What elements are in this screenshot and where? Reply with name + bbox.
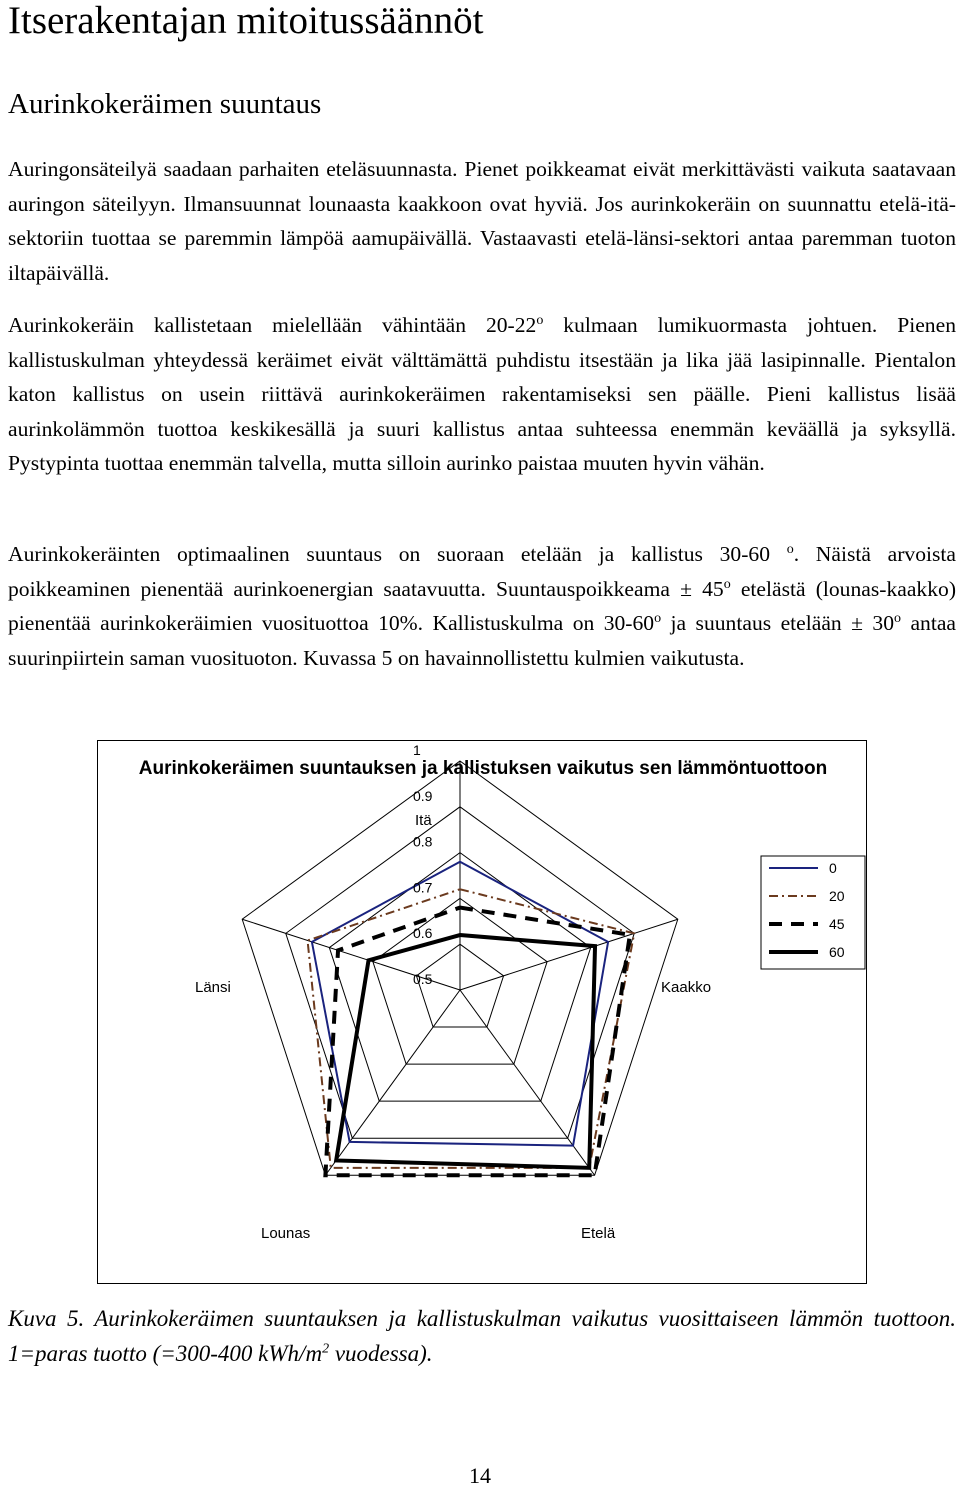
page-title: Itserakentajan mitoitussäännöt: [8, 0, 484, 42]
paragraph-optimal: [8, 537, 956, 675]
axis-label-4: Länsi: [195, 979, 231, 996]
legend-label-20: 20: [829, 888, 845, 904]
tick-label: 1: [413, 742, 421, 758]
axis-label-0: Itä: [415, 812, 432, 829]
axis-spoke: [460, 990, 595, 1175]
chart-title: Aurinkokeräimen suuntauksen ja kallistuksen vaikutus sen lämmöntuottoon: [138, 758, 828, 779]
tick-label: 0.8: [413, 833, 433, 850]
legend-label-60: 60: [829, 944, 845, 960]
degree-sup: o: [723, 576, 731, 592]
paragraph-optimal-text-3: etelästä (lounas-kaakko) pienentää aurinkokeräimien vuosituottoa 10%. Kallistuskulma on 30-60: [8, 576, 957, 635]
tick-label: 0.7: [413, 879, 433, 896]
tick-label: 0.5: [413, 971, 433, 987]
page-number: 14: [469, 1463, 491, 1488]
paragraph-tilt-text-2: kulmaan lumikuormasta johtuen. Pienen kallistuskulman yhteydessä keräimet eivät välttämättä puhdistu itsestään ja lika jää lasipinnalle. Pientalon katon kallistus on usein riittävä aurinkokeräimen rakentamiseksi sen päälle. Pieni kallistus lisää aurinkolämmön tuottoa keskikesällä ja suuri kallistus antaa suhteessa enemmän keväällä ja syksyllä. Pystypinta tuottaa enemmän talvella, mutta silloin aurinko paistaa muuten hyvin vähän.: [8, 313, 956, 475]
tick-label: 0.6: [413, 925, 433, 942]
paragraph-optimal-text-1: Aurinkokeräinten optimaalinen suuntaus on suoraan etelään ja kallistus 30-60: [8, 542, 787, 566]
caption-text: Kuva 5. Aurinkokeräimen suuntauksen ja kallistuskulman vaikutus vuosittaiseen lämmön tuottoon. 1=paras tuotto (=300-400 kWh/m: [8, 1306, 956, 1366]
radar-chart: [98, 741, 868, 1285]
axis-label-2: Etelä: [581, 1225, 616, 1242]
paragraph-tilt-text-1: Aurinkokeräin kallistetaan mielellään vähintään 20-22: [8, 313, 537, 337]
paragraph-orientation: Auringonsäteilyä saadaan parhaiten eteläsuunnasta. Pienet poikkeamat eivät merkittävästi vaikuta saatavaan auringon säteilyyn. Ilmansuunnat lounaasta kaakkoon ovat hyviä. Jos aurinkokeräin on suunnattu etelä-itä-sektoriin tuottaa se paremmin lämpöä aamupäivällä. Vastaavasti etelä-länsi-sektori antaa paremman tuoton iltapäivällä.: [8, 157, 956, 285]
section-heading: Aurinkokeräimen suuntaus: [8, 88, 322, 120]
axis-label-1: Kaakko: [661, 979, 712, 996]
axis-spoke: [460, 919, 678, 990]
paragraph-optimal-text-4: ja suuntaus etelään ± 30: [661, 611, 895, 635]
radar-chart-figure: [97, 740, 867, 1284]
degree-sup: o: [894, 610, 902, 626]
degree-sup: o: [786, 541, 794, 557]
caption-sup: 2: [322, 1341, 330, 1357]
degree-sup: o: [654, 610, 662, 626]
paragraph-tilt: [8, 308, 956, 481]
series-line-60: [336, 935, 595, 1168]
legend-label-0: 0: [829, 860, 837, 876]
legend-label-45: 45: [829, 916, 845, 932]
degree-sup: o: [536, 312, 544, 328]
paragraph-optimal-text-2: . Näistä arvoista poikkeaminen pienentää aurinkoenergian saatavuutta. Suuntauspoikkeama ± 45: [8, 542, 957, 601]
series-line-45: [325, 908, 629, 1176]
tick-label: 0.9: [413, 787, 433, 804]
axis-label-3: Lounas: [261, 1225, 311, 1242]
caption-text-end: vuodessa).: [329, 1341, 433, 1366]
paragraph-optimal-text-5: antaa suurinpiirtein saman vuosituoton. Kuvassa 5 on havainnollistettu kulmien vaikutusta.: [8, 611, 957, 670]
axis-spoke: [325, 990, 460, 1175]
figure-caption: [8, 1301, 956, 1371]
